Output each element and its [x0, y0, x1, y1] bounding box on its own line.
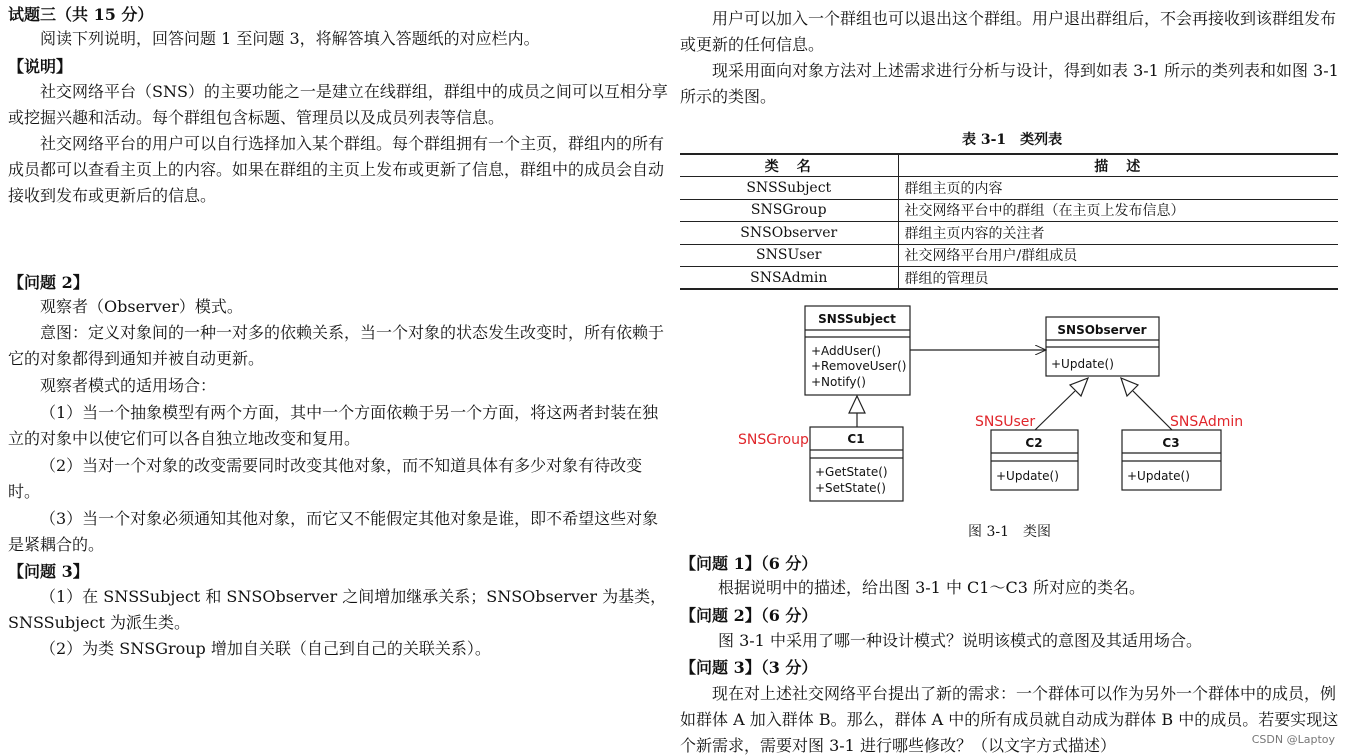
table-cell-description: 社交网络平台用户/群组成员 — [898, 244, 1338, 267]
snsobserver-name: SNSObserver — [1057, 323, 1147, 337]
description-title: 【说明】 — [8, 57, 73, 76]
question-1-title: 【问题 1】（6 分） — [680, 554, 818, 573]
answer-2-applicability: 观察者模式的适用场合： — [40, 376, 217, 395]
inheritance-arrow-c1 — [849, 396, 865, 413]
snssubject-name: SNSSubject — [818, 312, 896, 326]
snsobserver-method: +Update() — [1051, 357, 1114, 371]
table-cell-class: SNSAdmin — [680, 267, 898, 290]
table-cell-class: SNSSubject — [680, 177, 898, 200]
answer-3-item-2: （2）为类 SNSGroup 增加自关联（自己到自己的关联关系）。 — [40, 639, 491, 658]
description-paragraph-2: 社交网络平台的用户可以自行选择加入某个群组。每个群组拥有一个主页，群组内的所有成员都可以查看主页上的内容。如果在群组的主页上发布或更新了信息，群组中的成员会自动接收到发布或更新后的信息。 — [8, 134, 665, 205]
question-heading: 试题三（共 15 分） — [8, 5, 154, 24]
snssubject-method: +Notify() — [811, 375, 866, 389]
question-2-title: 【问题 2】（6 分） — [680, 606, 818, 625]
c3-name: C3 — [1162, 436, 1180, 450]
question-3-text: 现在对上述社交网络平台提出了新的需求：一个群体可以作为另外一个群体中的成员，例如群体 A 加入群体 B。那么，群体 A 中的所有成员就自动成为群体 B 中的成员。若要实现这个新需求，需要对图 3-1 进行哪些修改？（以文字方式描述） — [680, 684, 1339, 755]
table-cell-class: SNSGroup — [680, 199, 898, 222]
note-snsadmin: SNSAdmin — [1170, 414, 1244, 430]
description-paragraph-1: 社交网络平台（SNS）的主要功能之一是建立在线群组，群组中的成员之间可以互相分享或挖掘兴趣和活动。每个群组包含标题、管理员以及成员列表等信息。 — [8, 82, 668, 127]
table-caption: 表 3-1 类列表 — [962, 132, 1063, 148]
table-cell-class: SNSObserver — [680, 222, 898, 245]
table-header-class: 类 名 — [680, 154, 898, 177]
question-3-title: 【问题 3】（3 分） — [680, 658, 818, 677]
snssubject-method: +RemoveUser() — [811, 359, 907, 373]
note-snsgroup: SNSGroup — [738, 432, 809, 448]
question-1-text: 根据说明中的描述，给出图 3-1 中 C1～C3 所对应的类名。 — [718, 578, 1145, 597]
figure-caption: 图 3-1 类图 — [968, 524, 1051, 540]
watermark: CSDN @Laptoy — [1251, 733, 1335, 746]
right-paragraph-2: 现采用面向对象方法对上述需求进行分析与设计，得到如表 3-1 所示的类列表和如图 3-1 所示的类图。 — [680, 61, 1339, 106]
intro-text: 阅读下列说明，回答问题 1 至问题 3，将解答填入答题纸的对应栏内。 — [40, 29, 540, 48]
answer-3-item-1: （1）在 SNSSubject 和 SNSObserver 之间增加继承关系；SNSObserver 为基类，SNSSubject 为派生类。 — [8, 587, 667, 632]
answer-2-item-2: （2）当对一个对象的改变需要同时改变其他对象，而不知道具体有多少对象有待改变时。 — [8, 456, 643, 501]
c2-name: C2 — [1025, 436, 1043, 450]
table-cell-description: 社交网络平台中的群组（在主页上发布信息） — [898, 199, 1338, 222]
right-paragraph-1: 用户可以加入一个群组也可以退出这个群组。用户退出群组后，不会再接收到该群组发布或更新的任何信息。 — [680, 9, 1337, 54]
answer-3-title: 【问题 3】 — [8, 562, 89, 581]
answer-2-item-1: （1）当一个抽象模型有两个方面，其中一个方面依赖于另一个方面，将这两者封装在独立的对象中以使它们可以各自独立地改变和复用。 — [8, 403, 659, 448]
answer-2-intent: 意图：定义对象间的一种一对多的依赖关系，当一个对象的状态发生改变时，所有依赖于它的对象都得到通知并被自动更新。 — [8, 323, 665, 368]
table-cell-class: SNSUser — [680, 244, 898, 267]
snssubject-method: +AddUser() — [811, 344, 882, 358]
c1-method: +SetState() — [815, 481, 886, 495]
table-cell-description: 群组主页的内容 — [898, 177, 1338, 200]
answer-2-pattern: 观察者（Observer）模式。 — [40, 297, 243, 316]
c3-method: +Update() — [1127, 469, 1190, 483]
answer-2-title: 【问题 2】 — [8, 273, 89, 292]
table-cell-description: 群组的管理员 — [898, 267, 1338, 290]
table-header-description: 描 述 — [898, 154, 1338, 177]
c1-method: +GetState() — [815, 465, 888, 479]
question-2-text: 图 3-1 中采用了哪一种设计模式？说明该模式的意图及其适用场合。 — [718, 631, 1202, 650]
note-snsuser: SNSUser — [975, 414, 1036, 430]
c1-name: C1 — [847, 432, 865, 446]
answer-2-item-3: （3）当一个对象必须通知其他对象，而它又不能假定其他对象是谁，即不希望这些对象是紧耦合的。 — [8, 509, 659, 554]
c2-method: +Update() — [996, 469, 1059, 483]
table-cell-description: 群组主页内容的关注者 — [898, 222, 1338, 245]
